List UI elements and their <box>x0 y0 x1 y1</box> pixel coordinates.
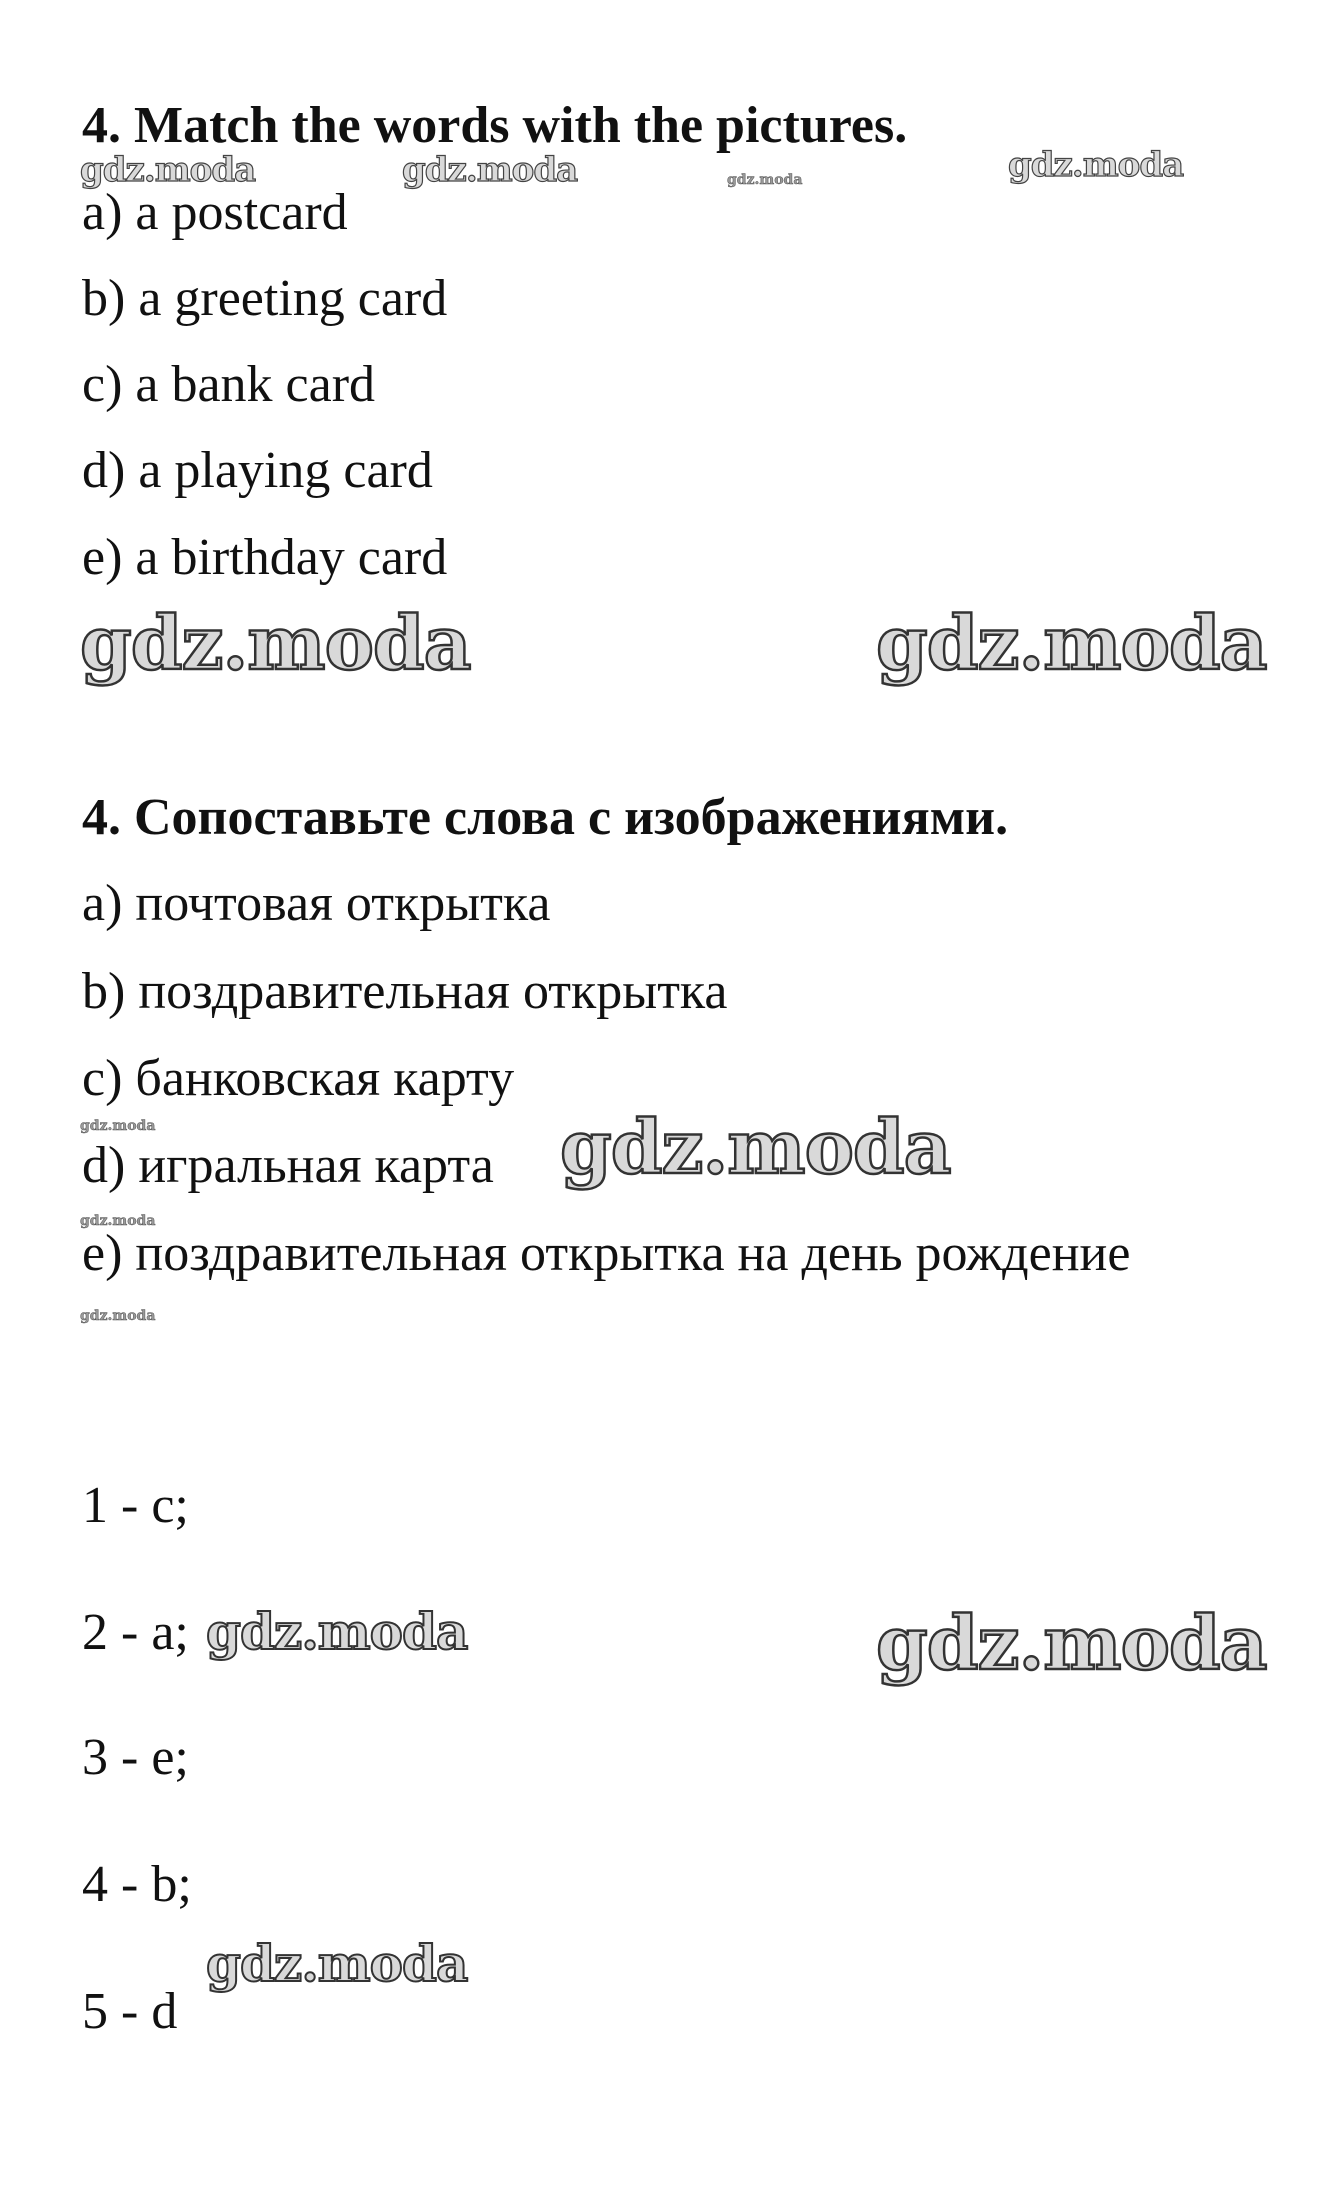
russian-item-e: e) поздравительная открытка на день рождение <box>82 1225 1131 1282</box>
english-item-c: c) a bank card <box>82 356 376 413</box>
answer-4: 4 - b; <box>82 1856 192 1913</box>
watermark: gdz.moda <box>206 1934 468 1993</box>
exercise-heading-english: 4. Match the words with the pictures. <box>82 97 908 154</box>
watermark: gdz.moda <box>1008 145 1184 185</box>
watermark: gdz.moda <box>80 1213 156 1229</box>
watermark: gdz.moda <box>80 1118 156 1134</box>
watermark: gdz.moda <box>876 1601 1267 1687</box>
watermark: gdz.moda <box>80 150 256 190</box>
russian-item-a: a) почтовая открытка <box>82 875 551 932</box>
answer-5: 5 - d <box>82 1983 178 2040</box>
russian-item-d: d) игральная карта <box>82 1137 494 1194</box>
watermark: gdz.moda <box>402 150 578 190</box>
english-item-a: a) a postcard <box>82 184 348 241</box>
answer-1: 1 - c; <box>82 1477 189 1534</box>
english-item-b: b) a greeting card <box>82 270 448 327</box>
watermark: gdz.moda <box>727 172 803 188</box>
exercise-heading-russian: 4. Сопоставьте слова с изображениями. <box>82 789 1009 846</box>
answer-2: 2 - a; <box>82 1604 189 1661</box>
watermark: gdz.moda <box>876 601 1267 687</box>
russian-item-c: c) банковская карту <box>82 1050 515 1107</box>
watermark: gdz.moda <box>560 1105 951 1191</box>
watermark: gdz.moda <box>80 601 471 687</box>
watermark: gdz.moda <box>206 1602 468 1661</box>
english-item-d: d) a playing card <box>82 442 433 499</box>
russian-item-b: b) поздравительная открытка <box>82 963 728 1020</box>
watermark: gdz.moda <box>80 1308 156 1324</box>
english-item-e: e) a birthday card <box>82 529 448 586</box>
answer-3: 3 - e; <box>82 1729 189 1786</box>
